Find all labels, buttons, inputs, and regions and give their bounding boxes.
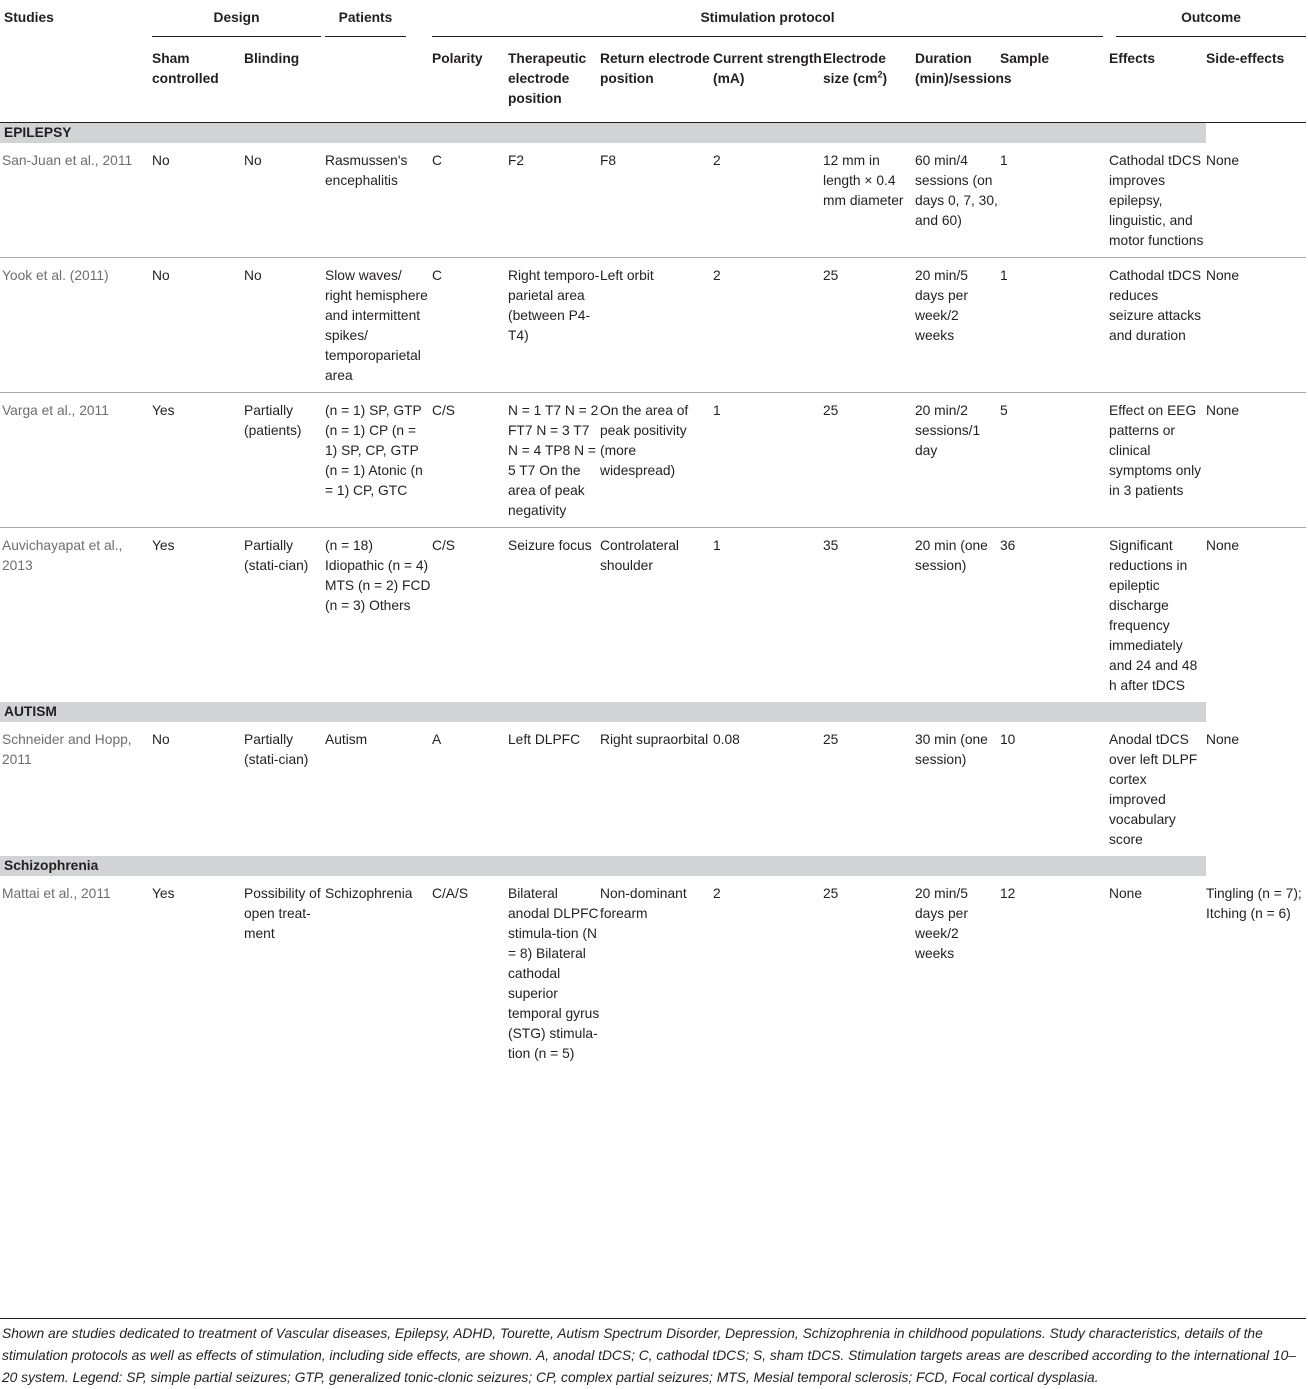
section-title: AUTISM — [0, 702, 1206, 722]
cell-sham: No — [152, 732, 170, 747]
cell-study: Mattai et al., 2011 — [2, 886, 111, 901]
cell-current: 1 — [713, 393, 823, 528]
cell-return: Left orbit — [600, 258, 713, 393]
cell-current: 0.08 — [713, 732, 740, 747]
cell-study: Auvichayapat et al., 2013 — [2, 538, 123, 573]
section-schizophrenia — [0, 856, 1306, 876]
cell-duration: 20 min (one session) — [915, 538, 988, 573]
cell-polarity: C/A/S — [432, 886, 469, 901]
cell-side-effects: None — [1206, 732, 1240, 747]
cell-effects: None — [1109, 886, 1143, 901]
header-blinding: Blinding — [244, 51, 300, 66]
cell-sham: Yes — [152, 393, 244, 528]
cell-blinding: Possibility of open treat-ment — [244, 886, 321, 941]
cell-size: 35 — [823, 538, 839, 553]
cell-current: 1 — [713, 538, 721, 553]
cell-patients: (n = 1) SP, GTP (n = 1) CP (n = 1) SP, CP, GTP (n = 1) Atonic (n = 1) CP, GTC — [325, 393, 432, 528]
cell-blinding: Partially (stati-cian) — [244, 538, 309, 573]
cell-duration: 20 min/5 days per week/2 weeks — [915, 258, 1000, 393]
cell-study: Schneider and Hopp, 2011 — [2, 732, 132, 767]
cell-effects: Cathodal tDCS reduces seizure attacks and duration — [1109, 258, 1206, 393]
cell-sample: 1 — [1000, 258, 1109, 393]
cell-return: On the area of peak positivity (more widespread) — [600, 393, 713, 528]
cell-polarity: A — [432, 732, 442, 747]
cell-size: 25 — [823, 258, 915, 393]
header-therapeutic-electrode: Therapeutic electrode position — [508, 51, 587, 106]
cell-size: 25 — [823, 393, 915, 528]
cell-current: 2 — [713, 143, 823, 258]
cell-sham: Yes — [152, 886, 175, 901]
cell-therapeutic: Left DLPFC — [508, 732, 581, 747]
cell-polarity: C/S — [432, 538, 455, 553]
cell-side-effects: None — [1206, 393, 1306, 528]
header-sample: Sample — [1000, 51, 1050, 66]
cell-sham: No — [152, 258, 244, 393]
cell-return: Right supraorbital — [600, 732, 709, 747]
header-duration: Duration (min)/sessions — [915, 51, 1012, 86]
cell-sham: No — [152, 143, 244, 258]
cell-return: Controlateral shoulder — [600, 538, 679, 573]
cell-patients: Rasmussen's encephalitis — [325, 143, 432, 258]
header-row-2 — [0, 41, 1306, 123]
header-sham-controlled: Sham controlled — [152, 51, 219, 86]
header-current-strength: Current strength (mA) — [713, 51, 822, 86]
cell-effects: Significant reductions in epileptic discharge frequency immediately and 24 and 48 h after tDCS — [1109, 538, 1198, 693]
cell-sample: 12 — [1000, 886, 1016, 901]
cell-duration: 20 min/5 days per week/2 weeks — [915, 886, 968, 961]
cell-patients: Autism — [325, 732, 368, 747]
cell-blinding: No — [244, 143, 325, 258]
cell-return: F8 — [600, 143, 713, 258]
cell-size: 25 — [823, 732, 839, 747]
header-outcome: Outcome — [1109, 0, 1306, 41]
cell-duration: 30 min (one session) — [915, 732, 988, 767]
cell-current: 2 — [713, 258, 823, 393]
header-design: Design — [152, 0, 325, 41]
header-polarity: Polarity — [432, 51, 483, 66]
table-row — [0, 393, 1306, 528]
cell-blinding: Partially (stati-cian) — [244, 732, 309, 767]
cell-effects: Anodal tDCS over left DLPF cortex improved vocabulary score — [1109, 732, 1198, 847]
cell-duration: 60 min/4 sessions (on days 0, 7, 30, and 60) — [915, 143, 1000, 258]
cell-sample: 10 — [1000, 732, 1016, 747]
cell-size: 25 — [823, 886, 839, 901]
header-electrode-size: Electrode size $(cm^2)$ — [823, 51, 888, 86]
cell-sample: 1 — [1000, 143, 1109, 258]
cell-side-effects: Tingling (n = 7); Itching (n = 6) — [1206, 886, 1302, 921]
cell-sample: 36 — [1000, 538, 1016, 553]
cell-return: Non-dominant forearm — [600, 886, 687, 921]
cell-patients: (n = 18) Idiopathic (n = 4) MTS (n = 2) FCD (n = 3) Others — [325, 538, 431, 613]
cell-therapeutic: Seizure focus — [508, 538, 592, 553]
table-row — [0, 258, 1306, 393]
cell-size: 12 mm in length × 0.4 mm diameter — [823, 143, 915, 258]
section-autism — [0, 702, 1306, 722]
table-row — [0, 528, 1306, 703]
table-bottom-rule — [0, 1318, 1306, 1319]
header-effects: Effects — [1109, 51, 1156, 66]
cell-effects: Effect on EEG patterns or clinical symptoms only in 3 patients — [1109, 393, 1206, 528]
section-title: EPILEPSY — [0, 123, 1206, 144]
cell-sample: 5 — [1000, 393, 1109, 528]
cell-side-effects: None — [1206, 258, 1306, 393]
table-caption: Shown are studies dedicated to treatment of Vascular diseases, Epilepsy, ADHD, Tourette, Autism Spectrum Disorder, Depression, Schizophrenia in childhood populations. Study characteristics, details of the stimulation protocols as well as effects of stimulation, including side effects, are shown. A, anodal tDCS; C, cathodal tDCS; S, sham tDCS. Stimulation targets areas are described according to the international 10–20 system. Legend: SP, simple partial seizures; GTP, generalized tonic-clonic seizures; CP, complex partial seizures; MTS, Mesial temporal sclerosis; FCD, Focal cortical dysplasia. — [2, 1326, 1296, 1385]
table-row — [0, 143, 1306, 258]
header-patients: Patients — [325, 0, 432, 41]
section-epilepsy — [0, 123, 1306, 144]
cell-patients: Schizophrenia — [325, 886, 413, 901]
cell-therapeutic: Bilateral anodal DLPFC stimula-tion (N = 8) Bilateral cathodal superior temporal gyrus (STG) stimula-tion (n = 5) — [508, 886, 600, 1061]
cell-effects: Cathodal tDCS improves epilepsy, linguistic, and motor functions — [1109, 143, 1206, 258]
cell-therapeutic: N = 1 T7 N = 2 FT7 N = 3 T7 N = 4 TP8 N = 5 T7 On the area of peak negativity — [508, 393, 600, 528]
cell-side-effects: None — [1206, 538, 1240, 553]
table-row — [0, 876, 1306, 1070]
cell-polarity: C — [432, 143, 508, 258]
cell-study: Yook et al. (2011) — [0, 258, 152, 393]
cell-blinding: Partially (patients) — [244, 393, 325, 528]
cell-blinding: No — [244, 258, 325, 393]
cell-patients: Slow waves/ right hemisphere and intermittent spikes/ temporoparietal area — [325, 258, 432, 393]
cell-study: Varga et al., 2011 — [0, 393, 152, 528]
cell-sham: Yes — [152, 538, 175, 553]
cell-therapeutic: Right temporo-parietal area (between P4-T4) — [508, 258, 600, 393]
cell-current: 2 — [713, 886, 721, 901]
cell-duration: 20 min/2 sessions/1 day — [915, 393, 1000, 528]
table-row — [0, 722, 1306, 856]
cell-polarity: C — [432, 258, 508, 393]
cell-polarity: C/S — [432, 393, 508, 528]
header-studies: Studies — [4, 10, 54, 25]
header-stimulation-protocol: Stimulation protocol — [432, 0, 1109, 41]
cell-therapeutic: F2 — [508, 143, 600, 258]
header-return-electrode: Return electrode position — [600, 51, 710, 86]
cell-side-effects: None — [1206, 143, 1306, 258]
header-side-effects: Side-effects — [1206, 51, 1285, 66]
header-row-1 — [0, 0, 1306, 41]
cell-study: San-Juan et al., 2011 — [0, 143, 152, 258]
section-title: Schizophrenia — [0, 856, 1206, 876]
